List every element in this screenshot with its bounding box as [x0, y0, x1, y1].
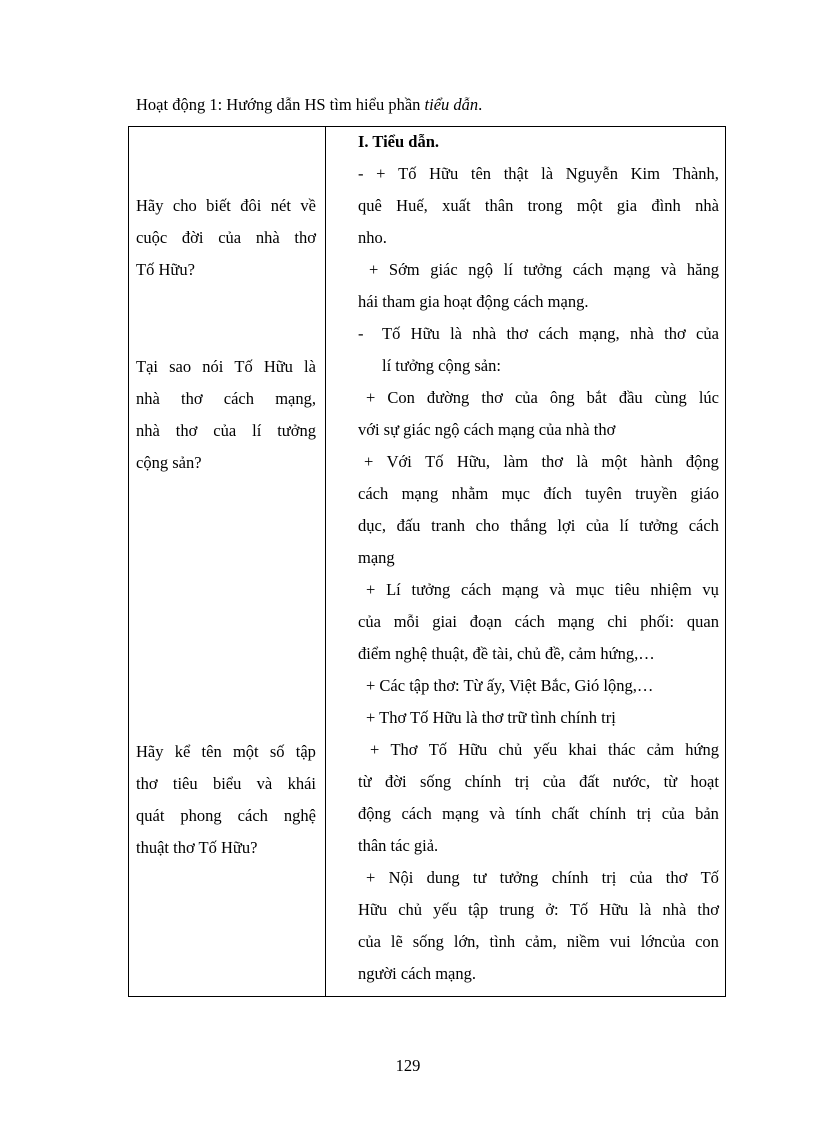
word: giác: [430, 260, 458, 279]
word: hành: [640, 452, 673, 471]
word: đời: [181, 228, 204, 247]
word: Hãy: [136, 196, 164, 215]
word: niềm: [566, 932, 600, 951]
word: cách: [401, 804, 432, 823]
word: một: [232, 742, 259, 761]
question-line: [136, 388, 316, 410]
word: Hữu: [358, 900, 388, 919]
question-line: cộng sản?: [136, 453, 202, 472]
question-line: [136, 195, 316, 217]
word: yếu: [433, 900, 457, 919]
word: bản: [695, 804, 719, 823]
word: nhà: [695, 196, 719, 215]
word: tên: [470, 164, 492, 183]
heading-suffix: .: [478, 95, 483, 114]
answer-line: [364, 451, 719, 473]
question-line: [136, 227, 316, 249]
word: lí: [503, 260, 513, 279]
word: và: [660, 260, 677, 279]
lesson-table: [128, 126, 726, 997]
answer-line: thân tác giả.: [358, 836, 439, 855]
word: Tố: [425, 452, 444, 471]
word: Tố: [700, 868, 719, 887]
word: lí: [252, 421, 262, 440]
answer-line: [358, 803, 719, 825]
word: là: [450, 324, 462, 343]
word: tập: [295, 742, 316, 761]
word: cho: [475, 516, 500, 535]
word: giai: [432, 612, 457, 631]
word: vụ: [702, 580, 719, 599]
answer-line: [358, 611, 719, 633]
word: một: [576, 196, 603, 215]
answer-line: [366, 387, 719, 409]
word: tiêu: [614, 580, 640, 599]
word: Nội: [388, 868, 414, 887]
answer-line: [358, 483, 719, 505]
word: mạng: [442, 804, 479, 823]
word: ngộ: [468, 260, 494, 279]
word: cho: [172, 196, 197, 215]
word: của: [542, 772, 566, 791]
word: nhà: [136, 389, 160, 408]
word: biểu: [212, 774, 242, 793]
word: quan: [686, 612, 719, 631]
word: Thành,: [672, 164, 719, 183]
word: Hữu: [429, 164, 459, 183]
word: tuyên: [585, 484, 622, 503]
word: chất: [551, 804, 579, 823]
word: +: [366, 868, 376, 887]
word: đường: [426, 388, 470, 407]
word: tưởng: [411, 580, 451, 599]
word: cách: [514, 612, 545, 631]
word: ông: [549, 388, 575, 407]
word: mạng,: [578, 324, 620, 343]
activity-heading: [136, 94, 482, 116]
question-line: [136, 805, 316, 827]
word: thật: [503, 164, 529, 183]
word: động: [685, 452, 719, 471]
word: đời: [384, 772, 407, 791]
word: chủ: [498, 740, 523, 759]
word: nhằm: [451, 484, 489, 503]
word: đoạn: [469, 612, 502, 631]
word: tưởng: [277, 421, 316, 440]
word: khái: [287, 774, 316, 793]
word: là: [304, 357, 316, 376]
word: Tố: [382, 324, 401, 343]
word: và: [489, 804, 505, 823]
word: tưởng: [639, 516, 679, 535]
word: đầu: [618, 388, 643, 407]
word: thơ: [175, 421, 198, 440]
word: truyền: [635, 484, 678, 503]
question-line: [136, 741, 316, 763]
answer-line: [358, 515, 719, 537]
word: thơ: [664, 324, 686, 343]
word: phối:: [640, 612, 675, 631]
word: cách: [461, 580, 492, 599]
question-line: Tố Hữu?: [136, 260, 195, 279]
word: đích: [543, 484, 572, 503]
section-title: I. Tiểu dẫn.: [358, 132, 440, 151]
word: -: [358, 164, 364, 183]
word: thắng: [510, 516, 547, 535]
word: nhiệm: [650, 580, 692, 599]
question-line: [136, 420, 316, 442]
answer-line: [358, 771, 719, 793]
word: hứng: [685, 740, 719, 759]
heading-text: Hoạt động 1: Hướng dẫn HS tìm hiểu phần: [136, 95, 425, 114]
word: nghệ: [283, 806, 316, 825]
word: nhà: [136, 421, 160, 440]
word: lí: [619, 516, 629, 535]
word: nhà: [662, 900, 687, 919]
word: +: [364, 452, 374, 471]
word: chính: [551, 868, 589, 887]
word: gia: [616, 196, 638, 215]
word: tập: [468, 900, 489, 919]
word: tranh: [431, 516, 465, 535]
word: dục,: [358, 516, 386, 535]
answer-line: [370, 739, 719, 761]
answer-line: mạng: [358, 548, 395, 567]
word: xuất: [442, 196, 471, 215]
word: thân: [484, 196, 514, 215]
answer-line: [369, 259, 719, 281]
word: của: [358, 932, 381, 951]
word: trung: [499, 900, 535, 919]
word: yếu: [533, 740, 558, 759]
word: Tố: [234, 357, 253, 376]
word: làm: [503, 452, 529, 471]
word: cảm,: [525, 932, 557, 951]
word: Hữu: [599, 900, 629, 919]
word: +: [366, 388, 376, 407]
bullet-dash: -: [358, 324, 364, 343]
word: bắt: [586, 388, 607, 407]
word: cùng: [654, 388, 687, 407]
answer-line: [366, 867, 719, 889]
word: mục: [501, 484, 530, 503]
word: Thơ: [390, 740, 418, 759]
word: cảm: [646, 740, 675, 759]
word: thác: [608, 740, 636, 759]
word: giáo: [690, 484, 719, 503]
word: khai: [568, 740, 597, 759]
word: của: [218, 228, 242, 247]
answer-line: với sự giác ngộ cách mạng của nhà thơ: [358, 420, 616, 439]
word: mỗi: [393, 612, 420, 631]
word: sống: [412, 932, 444, 951]
word: tính: [515, 804, 542, 823]
answer-line: lí tưởng cộng sản:: [382, 356, 501, 375]
answer-line: [382, 323, 719, 345]
word: cách: [223, 389, 254, 408]
word: lẽ: [390, 932, 403, 951]
word: đình: [651, 196, 681, 215]
word: Kim: [630, 164, 660, 183]
answer-line: điểm nghệ thuật, đề tài, chủ đề, cảm hứng,…: [358, 644, 655, 663]
word: một: [601, 452, 628, 471]
answer-line: nho.: [358, 228, 387, 247]
word: thơ: [481, 388, 503, 407]
word: tên: [201, 742, 222, 761]
word: của: [661, 804, 685, 823]
word: Hữu: [458, 740, 488, 759]
question-line: [136, 356, 316, 378]
word: Tố: [428, 740, 448, 759]
word: thơ: [136, 774, 158, 793]
word: mạng: [501, 580, 539, 599]
word: chính: [589, 804, 627, 823]
word: quê: [358, 196, 382, 215]
word: của: [696, 324, 719, 343]
word: Hữu: [410, 324, 440, 343]
word: Lí: [386, 580, 401, 599]
word: lớn,: [453, 932, 480, 951]
word: sao: [169, 357, 192, 376]
word: hoạt: [690, 772, 719, 791]
word: Với: [386, 452, 412, 471]
word: đấu: [396, 516, 421, 535]
word: chi: [607, 612, 628, 631]
word: tưởng: [499, 868, 539, 887]
word: mạng: [557, 612, 595, 631]
word: mạng: [613, 260, 651, 279]
word: về: [300, 196, 316, 215]
word: nhà: [629, 324, 654, 343]
word: số: [269, 742, 285, 761]
word: nước,: [612, 772, 651, 791]
column-divider: [325, 127, 326, 996]
word: Huế,: [396, 196, 428, 215]
heading-italic-text: tiểu dẫn: [424, 95, 479, 114]
word: +: [369, 260, 379, 279]
word: Tố: [398, 164, 417, 183]
word: chủ: [398, 900, 423, 919]
word: và: [549, 580, 565, 599]
word: sống: [419, 772, 452, 791]
word: Hãy: [136, 742, 164, 761]
answer-line: [366, 579, 719, 601]
word: là: [639, 900, 652, 919]
word: mạng,: [275, 389, 316, 408]
word: Nguyễn: [565, 164, 618, 183]
word: lợi: [557, 516, 576, 535]
word: con: [695, 932, 719, 951]
question-line: [136, 773, 316, 795]
word: là: [576, 452, 589, 471]
word: từ: [358, 772, 372, 791]
word: đất: [579, 772, 600, 791]
word: +: [366, 580, 376, 599]
answer-line: [358, 195, 719, 217]
word: Sớm: [388, 260, 420, 279]
word: trị: [636, 804, 652, 823]
word: dung: [426, 868, 460, 887]
word: chính: [464, 772, 502, 791]
word: Con: [387, 388, 415, 407]
word: nét: [270, 196, 291, 215]
question-line: thuật thơ Tố Hữu?: [136, 838, 258, 857]
word: Hữu,: [456, 452, 491, 471]
word: là: [541, 164, 554, 183]
word: biết: [206, 196, 231, 215]
word: tưởng: [523, 260, 563, 279]
word: kể: [174, 742, 191, 761]
word: nhà: [472, 324, 497, 343]
answer-line: [358, 931, 719, 953]
word: cách: [572, 260, 603, 279]
word: tư: [472, 868, 487, 887]
word: Hữu: [263, 357, 293, 376]
word: của: [629, 868, 653, 887]
page-number: 129: [395, 1056, 421, 1075]
word: thơ: [181, 389, 203, 408]
word: cách: [538, 324, 569, 343]
word: Tại: [136, 357, 158, 376]
word: từ: [663, 772, 678, 791]
answer-line: + Thơ Tố Hữu là thơ trữ tình chính trị: [366, 708, 616, 727]
word: cách: [358, 484, 389, 503]
word: lớncủa: [640, 932, 686, 951]
answer-line: hái tham gia hoạt động cách mạng.: [358, 292, 589, 311]
answer-line: + Các tập thơ: Từ ấy, Việt Bắc, Gió lộng,…: [366, 676, 654, 695]
answer-line: người cách mạng.: [358, 964, 477, 983]
word: của: [585, 516, 609, 535]
word: trị: [601, 868, 617, 887]
word: thơ: [541, 452, 563, 471]
word: đôi: [240, 196, 262, 215]
word: nói: [202, 357, 224, 376]
word: tình: [489, 932, 516, 951]
word: trong: [527, 196, 563, 215]
word: hăng: [686, 260, 719, 279]
word: Tố: [569, 900, 589, 919]
word: và: [256, 774, 273, 793]
word: ở:: [545, 900, 559, 919]
word: thơ: [697, 900, 719, 919]
word: trị: [514, 772, 530, 791]
word: +: [370, 740, 380, 759]
word: vui: [609, 932, 631, 951]
word: thơ: [665, 868, 688, 887]
word: tiêu: [172, 774, 198, 793]
word: của: [514, 388, 538, 407]
word: thơ: [506, 324, 529, 343]
word: lúc: [698, 388, 719, 407]
word: +: [376, 164, 386, 183]
word: phong: [180, 806, 222, 825]
answer-line: [358, 899, 719, 921]
word: cách: [688, 516, 719, 535]
word: động: [358, 804, 391, 823]
word: của: [358, 612, 381, 631]
word: cuộc: [136, 228, 168, 247]
word: mục: [575, 580, 605, 599]
word: quát: [136, 806, 165, 825]
word: của: [213, 421, 237, 440]
word: cách: [237, 806, 268, 825]
word: mạng: [401, 484, 439, 503]
answer-line: [358, 163, 719, 185]
word: nhà: [255, 228, 280, 247]
word: thơ: [294, 228, 316, 247]
